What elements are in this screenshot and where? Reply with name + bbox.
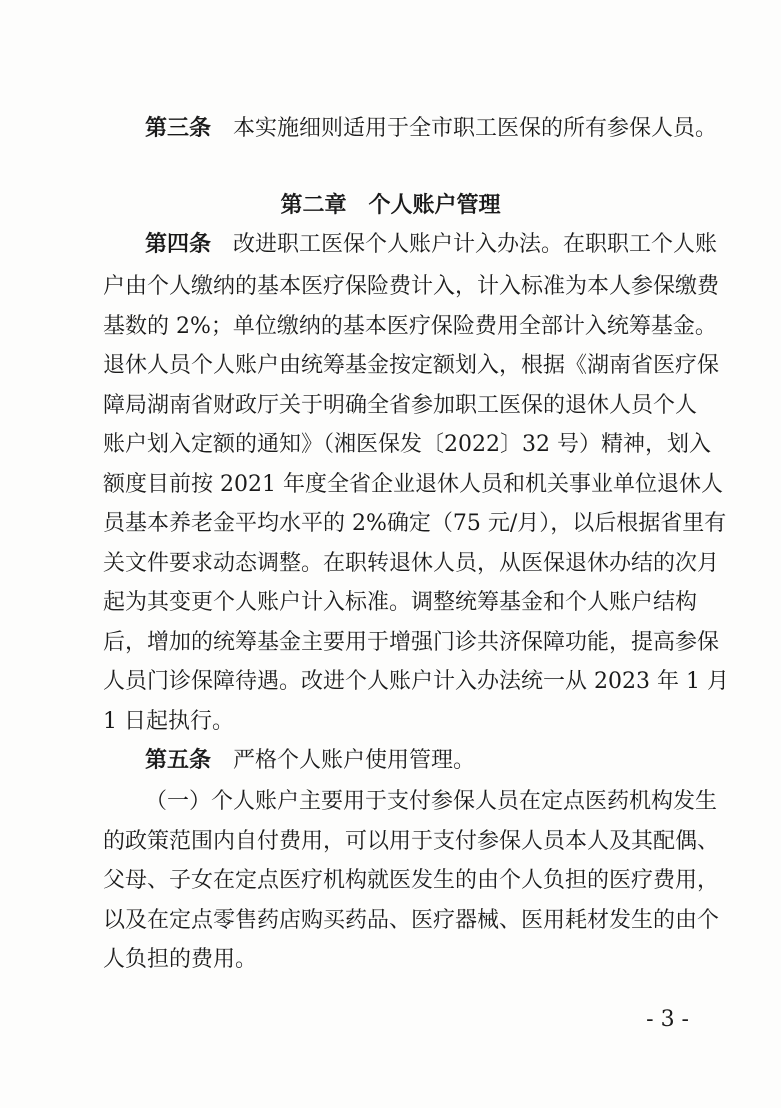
article-5-item-1-line-4: 以及在定点零售药店购买药品、医疗器械、医用耗材发生的由个 [103,908,720,933]
article-3 [145,113,718,145]
article-3-label: 第三条 [145,116,212,141]
page-number: - 3 - [646,1007,689,1032]
article-4-line-9: 关文件要求动态调整。在职转退休人员，从医保退休办结的次月 [103,551,720,576]
article-5-text: 严格个人账户使用管理。 [233,748,476,773]
article-4-line-5: 障局湖南省财政厅关于明确全省参加职工医保的退休人员个人 [103,393,698,418]
article-4-line-6: 账户划入定额的通知》（湘医保发〔2022〕32 号）精神，划入 [103,432,711,457]
chapter-heading [0,190,781,222]
article-4-line-12: 人员门诊保障待遇。改进个人账户计入办法统一从 2023 年 1 月 [103,669,729,694]
article-4-line-7: 额度目前按 2021 年度全省企业退休人员和机关事业单位退休人 [103,472,723,497]
article-4-line-8: 员基本养老金平均水平的 2%确定（75 元/月），以后根据省里有 [103,511,727,536]
article-5-item-1-line-1: （一）个人账户主要用于支付参保人员在定点医药机构发生 [145,789,718,814]
article-4-line-11: 后，增加的统筹基金主要用于增强门诊共济保障功能，提高参保 [103,630,720,655]
chapter-number: 第二章 [280,193,347,218]
article-4-line-13: 1 日起执行。 [103,709,234,734]
article-4-line-2: 户由个人缴纳的基本医疗保险费计入，计入标准为本人参保缴费 [103,274,720,299]
chapter-title: 个人账户管理 [368,193,501,218]
article-3-text: 本实施细则适用于全市职工医保的所有参保人员。 [233,116,718,141]
article-5-item-1-line-2: 的政策范围内自付费用，可以用于支付参保人员本人及其配偶、 [103,829,720,854]
article-4-line-3: 基数的 2%；单位缴纳的基本医疗保险费用全部计入统筹基金。 [103,314,717,339]
article-4-label: 第四条 [145,232,212,257]
article-4-line-1: 第四条 改进职工医保个人账户计入办法。在职职工个人账 [145,232,718,257]
article-5-item-1-line-5: 人负担的费用。 [103,947,258,972]
article-5 [145,745,691,777]
article-4-line-10: 起为其变更个人账户计入标准。调整统筹基金和个人账户结构 [103,590,698,615]
article-5-item-1-line-3: 父母、子女在定点医疗机构就医发生的由个人负担的医疗费用， [103,868,720,893]
article-5-label: 第五条 [145,748,212,773]
article-4-line-4: 退休人员个人账户由统筹基金按定额划入，根据《湖南省医疗保 [103,353,720,378]
